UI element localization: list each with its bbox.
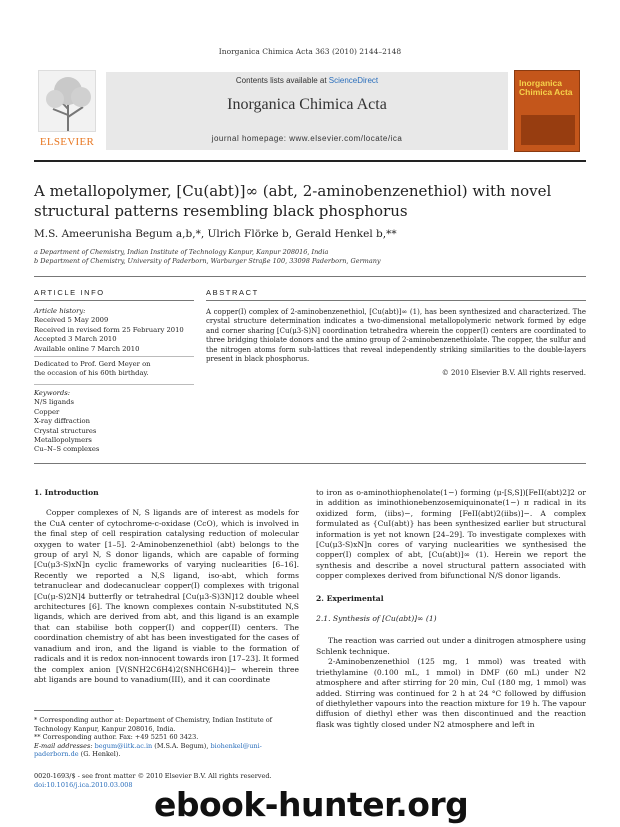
keyword: N/S ligands [34,398,75,407]
footnote-1: * Corresponding author at: Department of Chemistry, Indian Institute of Technology Kanpur, Kanpur 208016, India. [34,716,273,733]
footnote-2: ** Corresponding author. Fax: +49 5251 60 3423. [34,733,199,742]
introduction-heading: 1. Introduction [34,488,99,497]
publisher-logo-text: ELSEVIER [39,136,95,148]
article-history [34,307,194,354]
keyword: Crystal structures [34,426,97,435]
elsevier-logo [34,70,100,148]
abstract-rule [206,300,586,301]
header-rule [34,160,586,162]
doi-link[interactable]: doi:10.1016/j.ica.2010.03.008 [34,780,133,789]
contents-prefix: Contents lists available at [235,76,329,85]
tree-emblem-icon [38,70,96,132]
introduction-text: Copper complexes of N, S ligands are of interest as models for the CuA center of cytochrome-c-oxidase (CcO), which is involved in the final step of cell respiration catalysing reduction of molecular oxygen to water [1–5]. 2-Aminobenzenethiol (abt) belongs to the group of aryl N, S donor ligands, which are capable of forming [Cu(μ3-S)xN]n cyclic frameworks of varying nuclearities [6–16]. Recently we reported a N,S ligand, iso-abt, which forms tetranuclear and dodecanuclear copper(I) complexes with trigonal [Cu(μ-S)2N]4 butterfly or tetrahedral [Cu(μ3-S)3N]12 double wheel architectures [6]. The known complexes contain N-substituted N,S ligands, which are derived from abt, and this ligand is an example that can stabilise both copper(I) and copper(II) centers. The coordination chemistry of abt has been investigated for the cases of vanadium and iron, and the ligand is viable to the formation of radicals and it is redox non-innocent towards iron [17–23]. It formed the complex anion [V(SNH2C6H4)2(SNHC6H4)]− wherein three abt ligands are bound to vanadium(III), and it can coordinate [34,508,299,684]
history-label: Article history: [34,307,86,315]
keyword: Cu–N–S complexes [34,445,100,454]
email-suffix-1: (M.S.A. Begum), [152,741,211,750]
article-info-heading: ARTICLE INFO [34,288,105,297]
email-line [34,742,299,759]
contents-line [106,76,508,85]
right-column [316,488,586,730]
divider [34,276,586,277]
email-prefix: E-mail addresses: [34,741,95,750]
keywords [34,389,194,455]
email-link-1[interactable]: begum@iitk.ac.in [94,741,153,750]
cover-title [519,79,573,97]
cover-title-line1: Inorganica [519,78,562,88]
divider [34,463,586,464]
email-suffix-2: (G. Henkel). [78,750,121,759]
synthesis-para-1: The reaction was carried out under a dinitrogen atmosphere using Schlenk technique. [316,636,586,656]
watermark: ebook-hunter.org [154,785,469,824]
history-item: Accepted 3 March 2010 [34,335,117,344]
affiliation-a: a Department of Chemistry, Indian Institute of Technology Kanpur, Kanpur 208016, India [34,248,329,256]
journal-homepage[interactable]: journal homepage: www.elsevier.com/locate/ica [211,134,403,143]
history-item: Received in revised form 25 February 2010 [34,325,184,334]
cover-title-line2: Chimica Acta [519,87,573,97]
introduction-column [34,488,299,685]
article-info-rule [34,300,194,301]
keyword: Metallopolymers [34,436,92,445]
cover-art [521,115,575,145]
abstract-copyright: © 2010 Elsevier B.V. All rights reserved. [441,369,586,377]
footnote-rule [34,710,114,711]
affiliation-b: b Department of Chemistry, University of Paderborn, Warburger Straße 100, 33098 Paderborn, Germany [34,257,381,265]
keyword: X-ray diffraction [34,417,91,426]
sciencedirect-link[interactable]: ScienceDirect [328,76,379,85]
running-head: Inorganica Chimica Acta 363 (2010) 2144–2148 [218,47,402,56]
divider [34,356,194,357]
author-list: M.S. Ameerunisha Begum a,b,*, Ulrich Flörke b, Gerald Henkel b,** [34,228,397,240]
dedication: Dedicated to Prof. Gerd Meyer on the occasion of his 60th birthday. [34,360,151,378]
history-item: Received 5 May 2009 [34,316,109,325]
journal-title: Inorganica Chimica Acta [227,96,387,113]
keywords-label: Keywords: [34,389,71,397]
experimental-heading: 2. Experimental [316,593,384,603]
synthesis-heading: 2.1. Synthesis of [Cu(abt)]∞ (1) [316,614,437,624]
journal-cover-image [514,70,580,152]
abstract-heading: ABSTRACT [206,288,259,297]
divider [34,384,194,385]
right-column-text: to iron as o-aminothiophenolate(1−) forming (μ-[S,S])[FeII(abt)2]2 or in addition as iminothionebenzosemiquinonate(1−) π radical in its oxidized form, (iibs)−, forming [FeII(abt)2(iibs)]−. A complex formulated as {CuI(abt)} has been synthesized earlier but structural information is yet not known [24–29]. To investigate complexes with [Cu(μ3-S)xN]n cores of varying nuclearities we synthesised the copper(I) complex of abt, [Cu(abt)]∞ (1). Herein we report the synthesis and describe a novel structural pattern associated with copper complexes derived from bifunctional N/S donor ligands. [316,488,586,581]
synthesis-para-2: 2-Aminobenzenethiol (125 mg, 1 mmol) was treated with triethylamine (0.100 mL, 1 mmol) in DMF (60 mL) under N2 atmosphere and after stirring for 20 min, CuI (180 mg, 1 mmol) was added. Stirring was continued for 2 h at 24 °C followed by diffusion of diethylether vapours into the reaction mixture for 19 h. The vapour diffusion of diethyl ether was then discontinued and the reaction flask was tightly closed under N2 atmosphere and left in [316,657,587,729]
footnotes [34,716,299,759]
article-title: A metallopolymer, [Cu(abt)]∞ (abt, 2-aminobenzenethiol) with novel structural patterns resembling black phosphorus [34,182,552,220]
email-link-2[interactable]: biohenkel@uni-paderborn.de [34,741,262,759]
abstract-text: A copper(I) complex of 2-aminobenzenethiol, [Cu(abt)]∞ (1), has been synthesized and characterized. The crystal structure determination indicates a two-dimensional metallopolymeric network formed by edge and corner sharing [Cu(μ3-S)N] coordination tetrahedra wherein the copper(I) centers are coordinated to three bridging thiolate donors and the amino group of 2-aminobenzenethiolate. The copper, the sulfur and the nitrogen atoms form sub-lattices that reveal independently striking similarities to the double-layers present in black phosphorus. [206,308,586,364]
issn-line: 0020-1693/$ - see front matter © 2010 Elsevier B.V. All rights reserved. [34,772,272,780]
keyword: Copper [34,407,60,416]
history-item: Available online 7 March 2010 [34,344,140,353]
